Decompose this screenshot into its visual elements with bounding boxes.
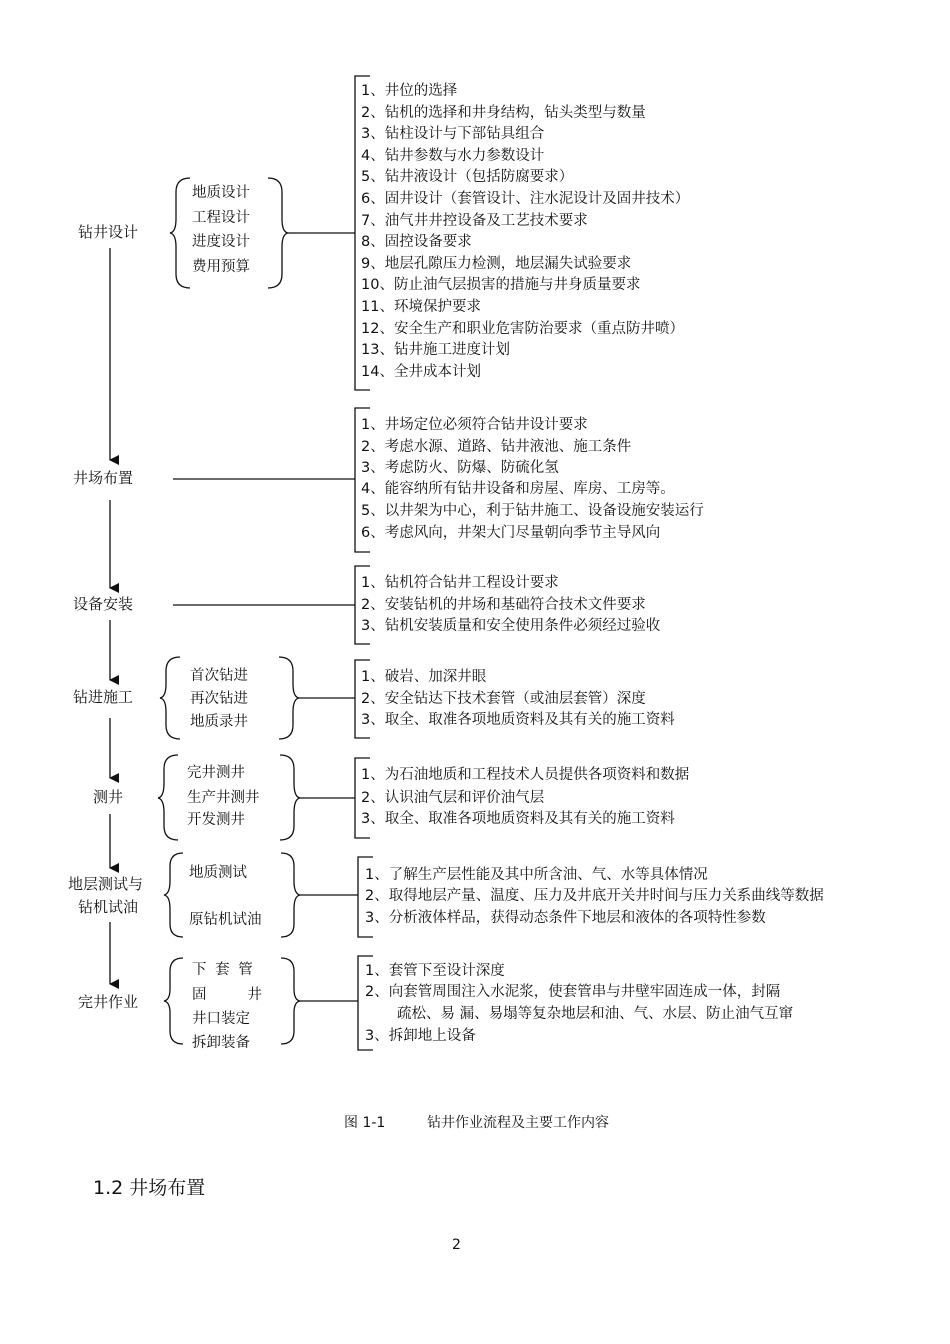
subitem: 工程设计 <box>192 210 250 226</box>
requirement: 14、全井成本计划 <box>361 364 481 380</box>
stage-name: 钻井设计 <box>78 223 139 241</box>
requirement: 9、地层孔隙压力检测，地层漏失试验要求 <box>361 256 632 272</box>
requirement: 2、安全钻达下技术套管（或油层套管）深度 <box>361 691 646 707</box>
stage-name-line-1: 地层测试与 <box>68 875 144 893</box>
subitem: 井口装定 <box>192 1011 250 1027</box>
stage-name: 设备安装 <box>73 595 134 613</box>
curly-brace-right <box>268 178 288 288</box>
requirement: 3、钻柱设计与下部钻具组合 <box>361 126 545 142</box>
subitem: 进度设计 <box>192 234 250 250</box>
curly-brace-right <box>279 657 299 739</box>
requirement: 5、以井架为中心，利于钻井施工、设备设施安装运行 <box>361 503 704 519</box>
requirement: 2、钻机的选择和井身结构，钻头类型与数量 <box>361 105 646 121</box>
curly-brace-left <box>164 853 183 937</box>
requirement: 6、考虑风向，井架大门尽量朝向季节主导风向 <box>361 525 661 541</box>
requirement: 13、钻井施工进度计划 <box>361 342 510 358</box>
page-number: 2 <box>452 1237 461 1253</box>
subitem: 地质设计 <box>192 185 250 201</box>
requirement: 4、钻井参数与水力参数设计 <box>361 148 545 164</box>
figure-caption: 钻井作业流程及主要工作内容 <box>427 1115 609 1131</box>
requirement: 10、防止油气层损害的措施与井身质量要求 <box>361 277 641 293</box>
requirement: 7、油气井井控设备及工艺技术要求 <box>361 213 588 229</box>
subitem: 原钻机试油 <box>189 912 262 928</box>
curly-brace-left <box>164 958 183 1044</box>
requirement: 3、取全、取准各项地质资料及其有关的施工资料 <box>361 811 675 827</box>
requirement: 3、分析液体样品，获得动态条件下地层和液体的各项特性参数 <box>365 910 766 926</box>
stage-name-line-2: 钻机试油 <box>78 898 139 916</box>
requirement: 2、认识油气层和评价油气层 <box>361 790 545 806</box>
stage-name: 钻进施工 <box>73 688 134 706</box>
requirement: 1、套管下至设计深度 <box>365 963 505 979</box>
curly-brace-left <box>160 657 180 739</box>
requirement: 8、固控设备要求 <box>361 234 472 250</box>
curly-brace-right <box>281 958 300 1044</box>
subitem: 完井测井 <box>187 765 245 781</box>
requirement: 2、考虑水源、道路、钻井液池、施工条件 <box>361 439 632 455</box>
curly-brace-left <box>170 178 190 288</box>
subitem: 拆卸装备 <box>192 1035 250 1051</box>
curly-brace-left <box>158 755 178 840</box>
requirement: 2、安装钻机的井场和基础符合技术文件要求 <box>361 597 646 613</box>
figure-label: 图 1-1 <box>344 1115 386 1131</box>
subitem: 地质录井 <box>190 714 248 730</box>
subitem: 再次钻进 <box>190 691 248 707</box>
requirement: 3、拆卸地上设备 <box>365 1028 476 1044</box>
requirement-continued: 疏松、易 漏、易塌等复杂地层和油、气、水层、防止油气互窜 <box>397 1006 794 1022</box>
requirement: 5、钻井液设计（包括防腐要求） <box>361 169 574 185</box>
subitem: 开发测井 <box>187 812 245 828</box>
subitem: 生产井测井 <box>187 790 260 806</box>
requirement: 4、能容纳所有钻井设备和房屋、库房、工房等。 <box>361 481 675 497</box>
subitem: 下 套 管 <box>192 962 255 978</box>
stage-name: 测井 <box>93 788 124 806</box>
section-heading: 1.2 井场布置 <box>93 1177 206 1199</box>
requirement: 3、取全、取准各项地质资料及其有关的施工资料 <box>361 712 675 728</box>
requirement: 1、钻机符合钻井工程设计要求 <box>361 575 559 591</box>
requirement: 12、安全生产和职业危害防治要求（重点防井喷） <box>361 321 684 337</box>
requirement: 1、井位的选择 <box>361 83 458 99</box>
stage-name: 完井作业 <box>78 993 139 1011</box>
subitem: 固 井 <box>192 987 262 1003</box>
requirement: 2、取得地层产量、温度、压力及井底开关井时间与压力关系曲线等数据 <box>365 888 824 904</box>
curly-brace-right <box>281 853 300 937</box>
requirement: 1、井场定位必须符合钻井设计要求 <box>361 417 588 433</box>
requirement: 3、考虑防火、防爆、防硫化氢 <box>361 460 559 476</box>
stage-name: 井场布置 <box>73 469 134 487</box>
requirement: 1、了解生产层性能及其中所含油、气、水等具体情况 <box>365 867 708 883</box>
requirement: 6、固井设计（套管设计、注水泥设计及固井技术） <box>361 191 690 207</box>
requirement: 3、钻机安装质量和安全使用条件必须经过验收 <box>361 618 661 634</box>
curly-brace-right <box>280 755 300 840</box>
requirement: 1、破岩、加深井眼 <box>361 669 487 685</box>
requirement: 1、为石油地质和工程技术人员提供各项资料和数据 <box>361 767 690 783</box>
subitem: 地质测试 <box>189 865 247 881</box>
requirement: 2、向套管周围注入水泥浆，使套管串与井壁牢固连成一体，封隔 <box>365 984 781 1000</box>
subitem: 首次钻进 <box>190 668 248 684</box>
requirement: 11、环境保护要求 <box>361 299 481 315</box>
subitem: 费用预算 <box>192 259 250 275</box>
